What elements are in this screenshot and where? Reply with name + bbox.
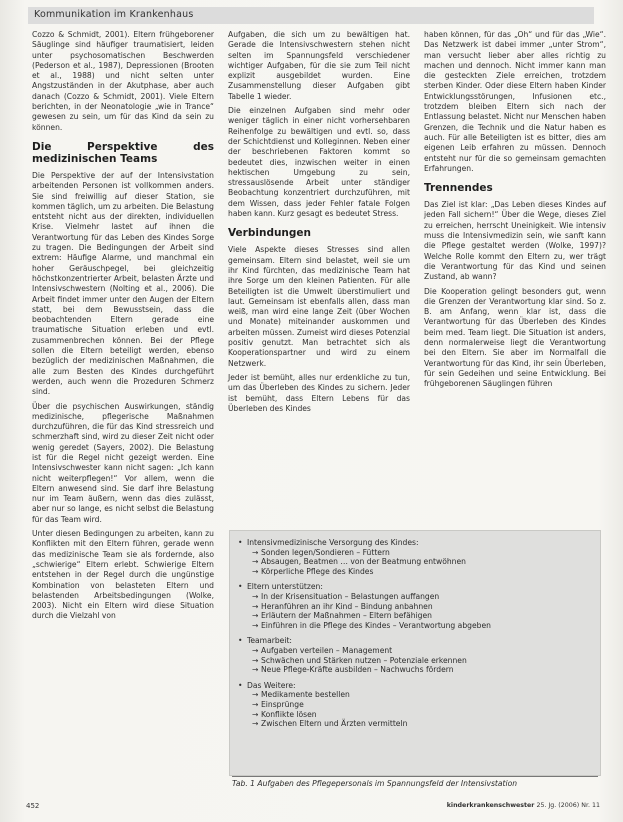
task-item xyxy=(252,710,594,720)
arrow-right-icon: → xyxy=(252,601,259,611)
bullet-icon: • xyxy=(238,538,243,547)
bullet-icon: • xyxy=(238,680,243,690)
task-group xyxy=(238,582,594,630)
arrow-right-icon: → xyxy=(252,690,259,700)
paragraph: Über die psychischen Auswirkungen, ständig medizinische, pflegerische Maßnahmen durchzuführen, die für das Kind stressreich und schmerzhaft sind, wird zu dieser Zeit nicht oder wenig geredet (Sayers, 2002). Die Belastung ist für die Regel nicht gezeigt werden. Eine Intensivschwester kann nicht sagen: „Ich kann nicht weiterpflegen!“ Vor allem, wenn die Eltern anwesend sind. Sie darf ihre Belastung nur im Team äußern, wenn das dies zulässt, aber nur so lange, es nicht selbst die Belastung für das Team wird. xyxy=(32,401,214,524)
task-group xyxy=(238,681,594,729)
task-item xyxy=(252,567,594,577)
arrow-right-icon: → xyxy=(252,655,259,665)
task-item-text: Aufgaben verteilen – Management xyxy=(261,645,393,655)
task-item-text: Körperliche Pflege des Kindes xyxy=(261,566,374,576)
page-number: 452 xyxy=(26,802,40,810)
task-item xyxy=(252,719,594,729)
task-group-title: Eltern unterstützen: xyxy=(247,582,323,592)
task-item-text: Zwischen Eltern und Ärzten vermitteln xyxy=(261,719,408,729)
task-item xyxy=(252,557,594,567)
arrow-right-icon: → xyxy=(252,611,259,621)
task-item-text: Sonden legen/Sondieren – Füttern xyxy=(261,547,390,557)
task-item-text: Medikamente bestellen xyxy=(261,690,350,700)
paragraph: Aufgaben, die sich um zu bewältigen hat. Gerade die Intensivschwestern stehen nicht selten im Spannungsfeld verschiedener wichtiger Aufgaben, für die sie zum Teil nicht explizit ausgebildet wurden. Eine Zusammenstellung dieser Aufgaben gibt Tabelle 1 wieder. xyxy=(228,30,410,101)
task-item xyxy=(252,656,594,666)
arrow-right-icon: → xyxy=(252,557,259,567)
task-item xyxy=(252,592,594,602)
journal-name: kinderkrankenschwester xyxy=(446,802,535,809)
text-column-3 xyxy=(424,30,606,394)
section-title: Kommunikation im Krankenhaus xyxy=(34,9,194,20)
bullet-icon: • xyxy=(238,582,243,592)
task-item-text: Konflikte lösen xyxy=(261,709,317,719)
task-item xyxy=(252,700,594,710)
task-item xyxy=(252,690,594,700)
paragraph: Cozzo & Schmidt, 2001). Eltern frühgeborener Säuglinge sind häufiger traumatisiert, leiden unter psychosomatischen Beschwerden (Pederson et al., 1987), Depressionen (Brooten et al., 1988) und nicht selten unter Angstzuständen in der Akutphase, aber auch danach (Cozzo & Schmidt, 2001). Viele Eltern berichten, in der Neonatologie „wie in Trance“ gewesen zu sein, um für das Kind da sein zu können. xyxy=(32,30,214,132)
table-caption: Tab. 1 Aufgaben des Pflegepersonals im Spannungsfeld der Intensivstation xyxy=(232,776,598,788)
paragraph: Die Kooperation gelingt besonders gut, wenn die Grenzen der Verantwortung klar sind. So z. B. am Anfang, wenn klar ist, dass die Verantwortung für das Überleben des Kindes beim med. Team liegt. Die Situation ist anders, denn normalerweise liegt die Verantwortung bei den Eltern. Sie aber im Normalfall die Verantwortung für das Kind, ihr sein Überleben, für sein Gedeihen und seine Entwicklung. Bei frühgeborenen Säuglingen führen xyxy=(424,286,606,389)
section-heading: Verbindungen xyxy=(228,227,312,240)
task-item-text: Erläutern der Maßnahmen – Eltern befähigen xyxy=(261,611,432,621)
task-item xyxy=(252,665,594,675)
task-item-text: Heranführen an ihr Kind – Bindung anbahnen xyxy=(261,601,433,611)
arrow-right-icon: → xyxy=(252,620,259,630)
journal-issue: 25. Jg. (2006) Nr. 11 xyxy=(536,802,600,809)
bullet-icon: • xyxy=(238,636,243,646)
text-column-2 xyxy=(228,30,410,418)
task-item-text: Einsprünge xyxy=(261,699,304,709)
task-group-title: Das Weitere: xyxy=(247,680,296,690)
task-item-text: Neue Pflege-Kräfte ausbilden – Nachwuchs fördern xyxy=(261,665,454,675)
paragraph: Das Ziel ist klar: „Das Leben dieses Kindes auf jeden Fall sichern!“ Über die Wege, dieses Ziel zu erreichen, herrscht Uneinigkeit. Wie intensiv muss die Intensivmedizin sein, wie sanft kann die Pflege gestaltet werden (Wolke, 1997)? Welche Rolle kommt den Eltern zu, wer trägt die Verantwortung für das Kind und seinen Zustand, ab wann? xyxy=(424,200,606,282)
arrow-right-icon: → xyxy=(252,547,259,557)
task-item-text: In der Krisensituation – Belastungen auffangen xyxy=(261,591,440,601)
paragraph: Die einzelnen Aufgaben sind mehr oder weniger täglich in einer nicht vorhersehbaren Reihenfolge zu bewältigen und evtl. so, dass der Schichtdienst und Kolleginnen. Neben einer der beschriebenen Faktoren kommt so bedeutet dies, inzwischen weiter in einen hektischen Umgebung zu sein, stressauslösende Arbeit unter ständiger Beobachtung konzentriert durchzuführen, mit dem Wissen, dass jeder Fehler fatale Folgen haben kann. Kurz gesagt es bedeutet Stress. xyxy=(228,106,410,219)
paragraph: Viele Aspekte dieses Stresses sind allen gemeinsam. Eltern sind belastet, weil sie um ihr Kind fürchten, das medizinische Team hat ihre Sorge um den kleinen Patienten. Für alle Beteiligten ist die Umwelt überstimuliert und laut. Gemeinsam ist ebenfalls allen, dass man weiß, man wird eine lange Zeit (über Wochen und Monate) miteinander auskommen und arbeiten müssen. Zumeist wird dieses Potenzial positiv genutzt. Man betrachtet sich als Kooperationspartner und wird zu einem Netzwerk. xyxy=(228,245,410,368)
task-item-text: Absaugen, Beatmen … von der Beatmung entwöhnen xyxy=(261,557,466,567)
task-item xyxy=(252,602,594,612)
task-table xyxy=(238,538,594,735)
arrow-right-icon: → xyxy=(252,665,259,675)
task-group xyxy=(238,636,594,674)
task-group-title: Intensivmedizinische Versorgung des Kindes: xyxy=(247,538,419,547)
paragraph: Die Perspektive der auf der Intensivstation arbeitenden Personen ist vollkommen anders. Sie sind freiwillig auf dieser Station, sie kommen täglich, um zu arbeiten. Die Belastung entsteht nicht aus der direkten, individuellen Krise. Vielmehr lastet auf ihnen die Verantwortung für das Leben des Kindes Sorge zu tragen. Die Bedingungen der Arbeit sind extrem: Häufige Alarme, und manchmal ein hoher Geräuschpegel, bei gleichzeitig höchstkonzentrierter Arbeit, belasten Ärzte und Intensivschwestern (Nolting et al., 2006). Die Arbeit findet immer unter den Augen der Eltern statt, bei dem Bewusstsein, dass die beobachtenden Eltern gerade eine traumatische Situation erleben und evtl. zusammenbrechen können. Bei der Pflege sollen die Eltern beteiligt werden, ebenso bezüglich der medizinischen Maßnahmen, die alle zum Besten des Kindes durchgeführt werden, auch wenn die Prozeduren Schmerz sind. xyxy=(32,170,214,397)
section-heading: Trennendes xyxy=(424,182,493,195)
task-item-text: Einführen in die Pflege des Kindes – Verantwortung abgeben xyxy=(261,620,491,630)
task-group-title: Teamarbeit: xyxy=(247,636,292,646)
arrow-right-icon: → xyxy=(252,699,259,709)
text-column-1 xyxy=(32,30,214,626)
task-item xyxy=(252,611,594,621)
task-table-box xyxy=(229,530,601,776)
task-item xyxy=(252,646,594,656)
arrow-right-icon: → xyxy=(252,591,259,601)
arrow-right-icon: → xyxy=(252,709,259,719)
section-heading: Die Perspektive des medizinischen Teams xyxy=(32,140,214,165)
task-item xyxy=(252,548,594,558)
journal-footer xyxy=(430,802,600,809)
task-group xyxy=(238,538,594,576)
paragraph: Jeder ist bemüht, alles nur erdenkliche zu tun, um das Überleben des Kindes zu sichern. Jeder ist bemüht, dass Eltern Lebens für das Überleben des Kindes xyxy=(228,372,410,413)
arrow-right-icon: → xyxy=(252,719,259,729)
paragraph: haben können, für das „Oh“ und für das „Wie“. Das Netzwerk ist dabei immer „unter Strom“, man versucht lieber aber alles richtig zu machen und dennoch. Nicht immer kann man die gesteckten Ziele erreichen, trotzdem sterben Kinder. Oder diese Eltern haben Kinder Entwicklungsstörungen, Infusionen etc., trotzdem bleiben Eltern sich nach der Entlassung belastet. Nicht nur Menschen haben Grenzen, die Technik und die Natur haben es auch. Für alle Beteiligten ist es bitter, dies am eigenen Leib erfahren zu müssen. Dennoch entsteht nur für die so gemeinsam gemachten Erfahrungen. xyxy=(424,30,606,173)
arrow-right-icon: → xyxy=(252,645,259,655)
task-item xyxy=(252,621,594,631)
task-item-text: Schwächen und Stärken nutzen – Potenziale erkennen xyxy=(261,655,467,665)
paragraph: Unter diesen Bedingungen zu arbeiten, kann zu Konflikten mit den Eltern führen, gerade wenn das medizinische Team sie als fordernde, also „schwierige“ Eltern erlebt. Schwierige Eltern entstehen in der Regel durch die ungünstige Kombination von belasteten Eltern und belastenden Arbeitsbedingungen (Wolke, 2003). Nicht ein Eltern wird diese Situation durch die Vielzahl von xyxy=(32,529,214,621)
arrow-right-icon: → xyxy=(252,566,259,576)
